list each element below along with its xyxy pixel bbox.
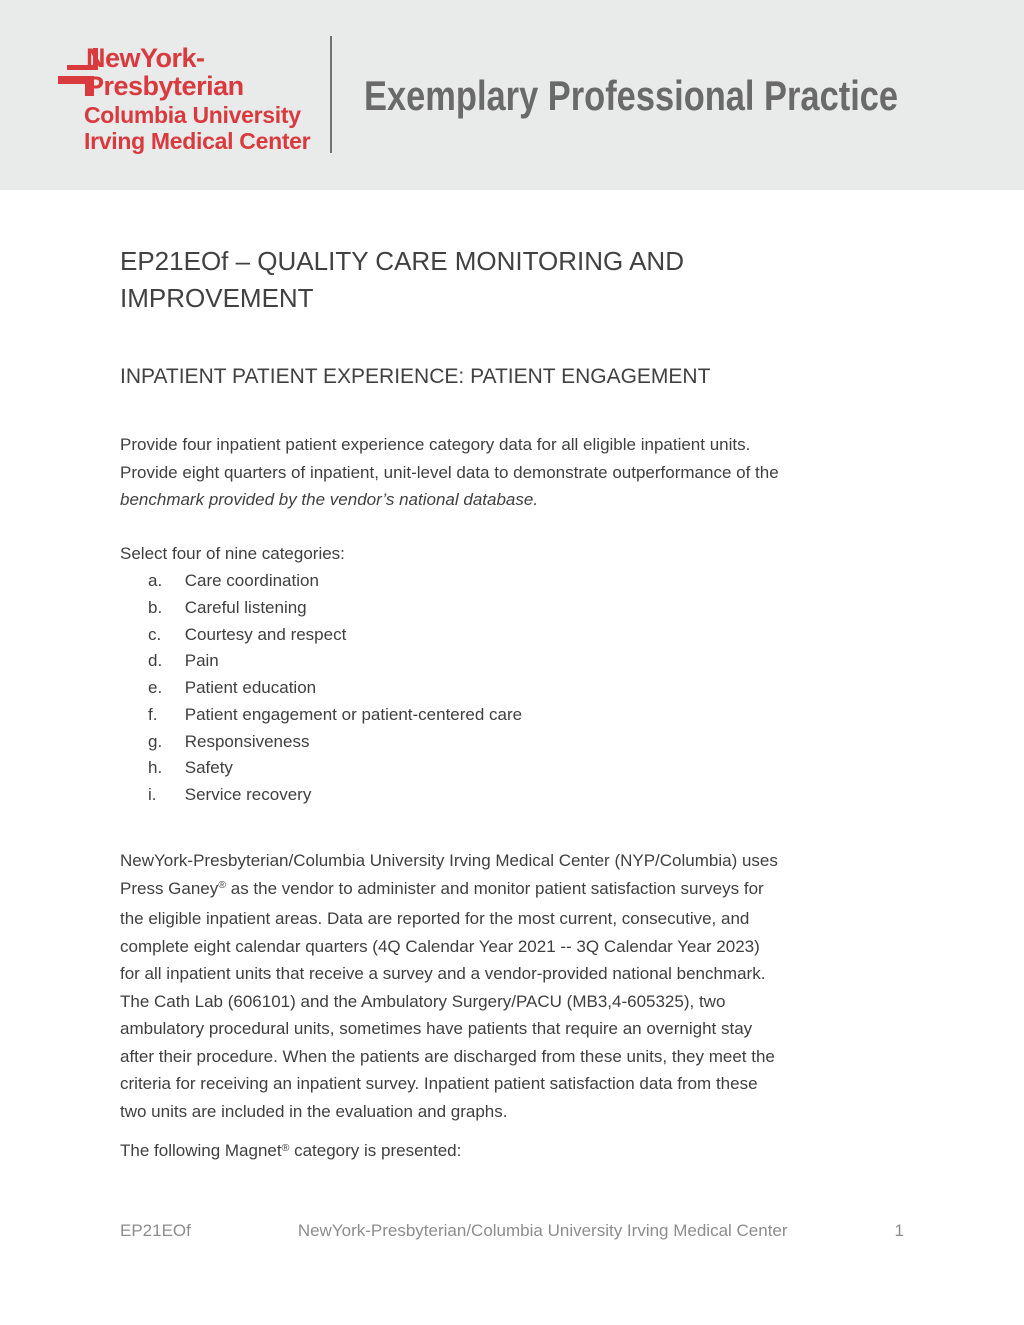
list-item [148,782,522,809]
category-list [148,568,522,809]
list-item-letter: e. [148,678,163,697]
list-item [148,648,522,675]
intro-paragraph: Provide four inpatient patient experience category data for all eligible inpatient units. Provide eight quarters of inpatient, unit-level data to demonstrate outperformance of the benchmark provided by the vendor’s national database. [120,435,779,509]
page-footer [120,1221,904,1241]
list-item-label: Service recovery [184,785,312,804]
list-item [148,702,522,729]
list-item-label: Care coordination [184,571,319,590]
list-item-label: Patient education [184,678,317,697]
list-item-label: Patient engagement or patient-centered care [184,704,523,724]
list-item-letter: b. [148,597,163,617]
list-item-letter: i. [148,785,157,804]
list-item-letter: h. [148,758,163,778]
list-item-letter: c. [148,624,162,644]
footer-page-number: 1 [894,1221,904,1240]
list-item [148,622,522,649]
footer-doc-id: EP21EOf [120,1221,191,1240]
document-title-line1: EP21EOf – QUALITY CARE MONITORING AND [120,246,684,276]
banner-title: Exemplary Professional Practice [364,72,899,119]
footer-org-name: NewYork-Presbyterian/Columbia University Irving Medical Center [297,1221,788,1240]
logo-line-columbia: Columbia University [84,102,301,128]
select-categories-line: Select four of nine categories: [120,544,345,563]
list-item-letter: a. [148,571,163,590]
document-subtitle: INPATIENT PATIENT EXPERIENCE: PATIENT ENGAGEMENT [120,365,711,388]
header-divider [330,36,332,153]
body-paragraph: NewYork-Presbyterian/Columbia University Irving Medical Center (NYP/Columbia) uses Press Ganey® as the vendor to administer and monitor patient satisfaction surveys for the eligible inpatient areas. Data are reported for the most current, consecutive, and complete eight calendar quarters (4Q Calendar Year 2021 -- 3Q Calendar Year 2023) for all inpatient units that receive a survey and a vendor-provided national benchmark. The Cath Lab (606101) and the Ambulatory Surgery/PACU (MB3,4-605325), two ambulatory procedural units, sometimes have patients that require an overnight stay after their procedure. When the patients are discharged from these units, they meet the criteria for receiving an inpatient survey. Inpatient patient satisfaction data from these two units are included in the evaluation and graphs. [120,851,778,1121]
closing-line: The following Magnet® category is presented: [120,1141,462,1160]
list-item-label: Safety [184,758,233,778]
list-item-label: Pain [184,651,219,671]
nyp-logo-wordmark [86,44,244,100]
list-item-letter: g. [148,731,163,751]
list-item [148,729,522,756]
page-header [0,0,1024,190]
list-item-letter: d. [148,651,163,671]
document-title-line2: IMPROVEMENT [120,283,314,313]
nyp-logo-campus [84,102,310,154]
list-item [148,755,522,782]
logo-line-presbyterian: Presbyterian [86,71,244,101]
list-item-label: Careful listening [184,597,307,617]
logo-line-newyork: NewYork- [86,43,205,73]
logo-line-irving: Irving Medical Center [84,128,311,154]
document-title [120,243,684,317]
list-item-label: Courtesy and respect [184,624,347,644]
list-item [148,675,522,702]
list-item-label: Responsiveness [184,731,310,751]
list-item-letter: f. [148,704,158,724]
list-item [148,595,522,622]
list-item [148,568,522,595]
